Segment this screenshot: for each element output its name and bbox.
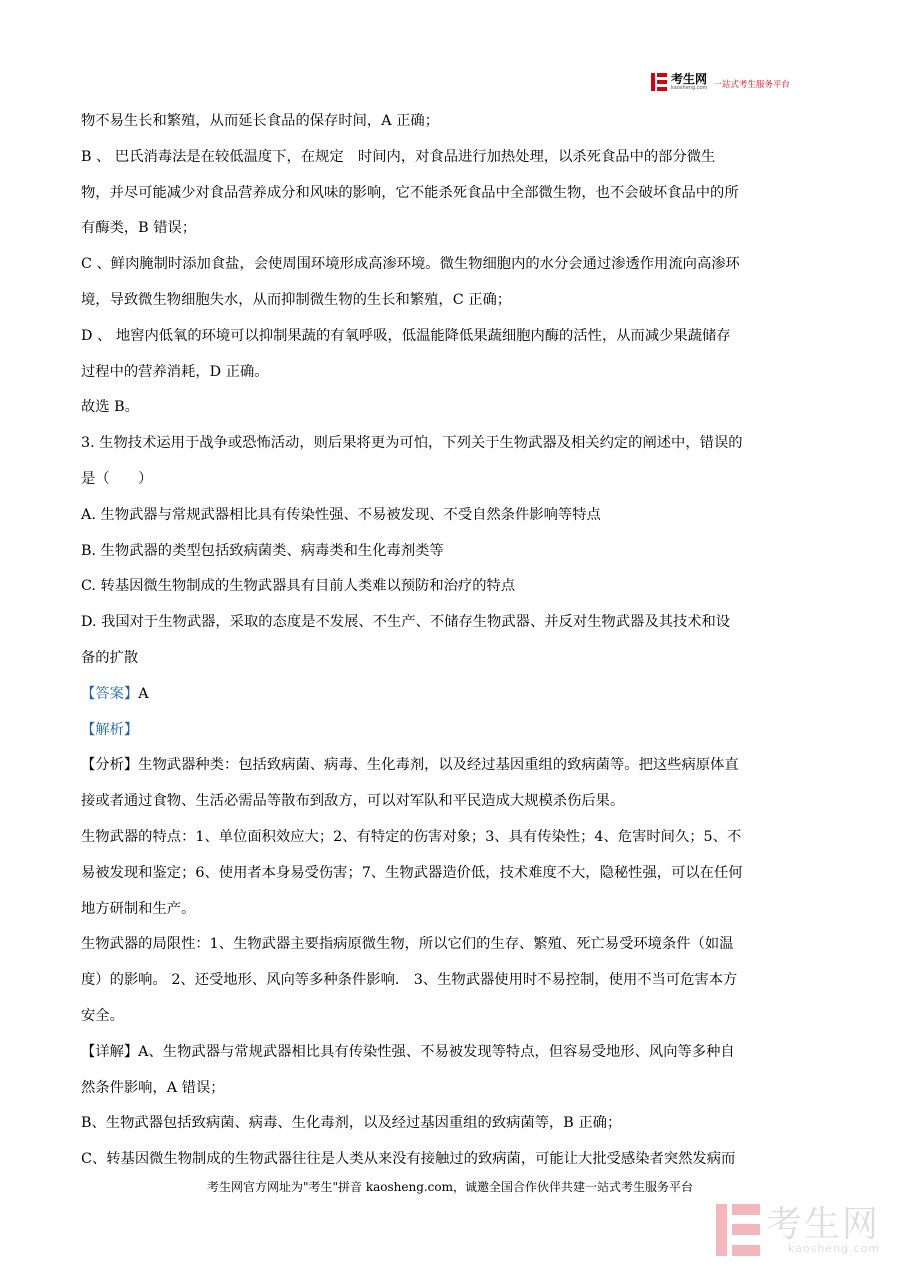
text-line: 有酶类，B 错误； xyxy=(81,220,197,237)
detail-line: 【详解】A、生物武器与常规武器相比具有传染性强、不易被发现等特点，但容易受地形、风向等多种自 xyxy=(81,1043,735,1060)
analysis-line: 度）的影响。 2、还受地形、风向等多种条件影响． 3、生物武器使用时不易控制，使用不当可危害本方 xyxy=(81,972,738,989)
answer-line xyxy=(81,677,826,713)
option-a: A. 生物武器与常规武器相比具有传染性强、不易被发现、不受自然条件影响等特点 xyxy=(81,506,601,523)
text-line: 物，并尽可能减少对食品营养成分和风味的影响，它不能杀死食品中全部微生物，也不会破坏食品中的所 xyxy=(81,184,739,201)
analysis-line: 生物武器的局限性：1、生物武器主要指病原微生物，所以它们的生存、繁殖、死亡易受环境条件（如温 xyxy=(81,936,734,953)
analysis-line: 易被发现和鉴定；6、使用者本身易受伤害；7、生物武器造价低，技术难度不大，隐秘性强，可以在任何 xyxy=(81,864,743,881)
answer-tag: 【答案】 xyxy=(81,685,139,702)
option-d: 备的扩散 xyxy=(81,649,139,666)
detail-line: B、生物武器包括致病菌、病毒、生化毒剂，以及经过基因重组的致病菌等，B 正确； xyxy=(81,1115,622,1132)
text-line: 境，导致微生物细胞失水，从而抑制微生物的生长和繁殖，C 正确； xyxy=(81,291,512,308)
watermark-url: kaosheng.com xyxy=(787,1241,881,1255)
kaosheng-logo-icon xyxy=(651,73,667,91)
option-c: C. 转基因微生物制成的生物武器具有目前人类难以预防和治疗的特点 xyxy=(81,578,516,595)
text-line: 过程中的营养消耗，D 正确。 xyxy=(81,363,269,380)
text-line: C 、鲜肉腌制时添加食盐，会使周围环境形成高渗环境。微生物细胞内的水分会通过渗透作用流向高渗环 xyxy=(81,256,740,273)
detail-line: 然条件影响，A 错误； xyxy=(81,1079,225,1096)
text-line: 故选 B。 xyxy=(81,399,139,416)
watermark xyxy=(716,1199,880,1261)
document-body xyxy=(81,104,826,1178)
text-line: B 、 巴氏消毒法是在较低温度下，在规定 时间内，对食品进行加热处理，以杀死食品中的部分微生 xyxy=(81,148,716,165)
question-stem: 3. 生物技术运用于战争或恐怖活动，则后果将更为可怕，下列关于生物武器及相关约定的阐述中，错误的 xyxy=(81,435,743,452)
header-logo xyxy=(651,70,790,94)
analysis-tag: 【解析】 xyxy=(81,721,139,738)
option-d: D. 我国对于生物武器，采取的态度是不发展、不生产、不储存生物武器、并反对生物武器及其技术和设 xyxy=(81,614,731,631)
logo-text: 考生网 xyxy=(671,72,708,86)
text-line: D 、 地窖内低氧的环境可以抑制果蔬的有氧呼吸，低温能降低果蔬细胞内酶的活性，从而减少果蔬储存 xyxy=(81,327,731,344)
watermark-text: 考生网 xyxy=(766,1203,881,1245)
analysis-line: 【分析】生物武器种类：包括致病菌、病毒、生化毒剂，以及经过基因重组的致病菌等。把这些病原体直 xyxy=(81,757,739,774)
text-line: 物不易生长和繁殖，从而延长食品的保存时间，A 正确； xyxy=(81,113,439,129)
analysis-line: 地方研制和生产。 xyxy=(81,900,196,917)
question-stem: 是（ ） xyxy=(81,470,153,487)
header-slogan: 一站式考生服务平台 xyxy=(713,80,790,90)
analysis-line: 接或者通过食物、生活必需品等散布到敌方，可以对军队和平民造成大规模杀伤后果。 xyxy=(81,793,625,810)
analysis-line: 生物武器的特点：1、单位面积效应大；2、有特定的伤害对象；3、具有传染性；4、危害时间久；5、不 xyxy=(81,828,742,845)
logo-url: kaosheng.com xyxy=(671,85,708,91)
detail-line: C、转基因微生物制成的生物武器往往是人类从来没有接触过的致病菌，可能让大批受感染者突然发病而 xyxy=(81,1151,736,1168)
page-footer: 考生网官方网址为"考生"拼音 kaosheng.com，诚邀全国合作伙伴共建一站式考生服务平台 xyxy=(206,1180,694,1194)
kaosheng-watermark-icon xyxy=(716,1204,760,1256)
answer-value: A xyxy=(138,685,149,702)
option-b: B. 生物武器的类型包括致病菌类、病毒类和生化毒剂类等 xyxy=(81,542,444,559)
analysis-line: 安全。 xyxy=(81,1007,124,1024)
